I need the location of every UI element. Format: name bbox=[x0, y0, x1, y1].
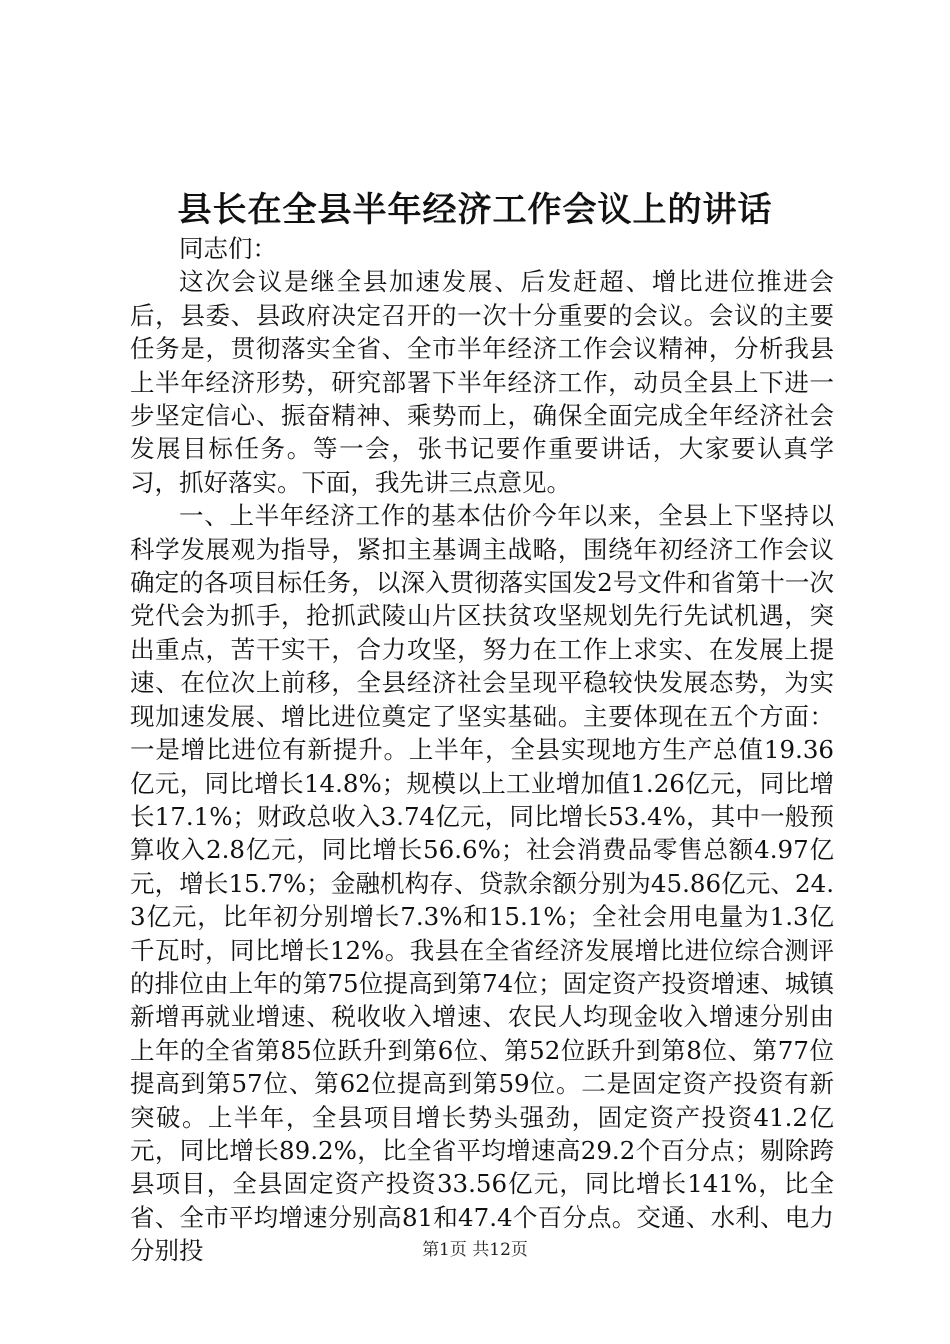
document-body bbox=[130, 232, 834, 1268]
document-title: 县长在全县半年经济工作会议上的讲话 bbox=[177, 190, 773, 230]
salutation-paragraph: 同志们： bbox=[179, 234, 277, 263]
section-one-paragraph: 一、上半年经济工作的基本估价今年以来，全县上下坚持以科学发展观为指导，紧扣主基调主战略，围绕年初经济工作会议确定的各项目标任务，以深入贯彻落实国发2号文件和省第十一次党代会为抓手，抢抓武陵山片区扶贫攻坚规划先行先试机遇，突出重点，苦干实干，合力攻坚，努力在工作上求实、在发展上提速、在位次上前移，全县经济社会呈现平稳较快发展态势，为实现加速发展、增比进位奠定了坚实基础。主要体现在五个方面：一是增比进位有新提升。上半年，全县实现地方生产总值19.36亿元，同比增长14.8%；规模以上工业增加值1.26亿元，同比增长17.1%；财政总收入3.74亿元，同比增长53.4%，其中一般预算收入2.8亿元，同比增长56.6%；社会消费品零售总额4.97亿元，增长15.7%；金融机构存、贷款余额分别为45.86亿元、24.3亿元，比年初分别增长7.3%和15.1%；全社会用电量为1.3亿千瓦时，同比增长12%。我县在全省经济发展增比进位综合测评的排位由上年的第75位提高到第74位；固定资产投资增速、城镇新增再就业增速、税收收入增速、农民人均现金收入增速分别由上年的全省第85位跃升到第6位、第52位跃升到第8位、第77位提高到第57位、第62位提高到第59位。二是固定资产投资有新突破。上半年，全县项目增长势头强劲，固定资产投资41.2亿元，同比增长89.2%，比全省平均增速高29.2个百分点；剔除跨县项目，全县固定资产投资33.56亿元，同比增长141%，比全省、全市平均增速分别高81和47.4个百分点。交通、水利、电力分别投 bbox=[130, 501, 834, 1266]
page-indicator: 第1页 共12页 bbox=[422, 1240, 528, 1260]
intro-paragraph: 这次会议是继全县加速发展、后发赶超、增比进位推进会后，县委、县政府决定召开的一次十分重要的会议。会议的主要任务是，贯彻落实全省、全市半年经济工作会议精神，分析我县上半年经济形势，研究部署下半年经济工作，动员全县上下进一步坚定信心、振奋精神、乘势而上，确保全面完成全年经济社会发展目标任务。等一会，张书记要作重要讲话，大家要认真学习，抓好落实。下面，我先讲三点意见。 bbox=[130, 267, 834, 497]
